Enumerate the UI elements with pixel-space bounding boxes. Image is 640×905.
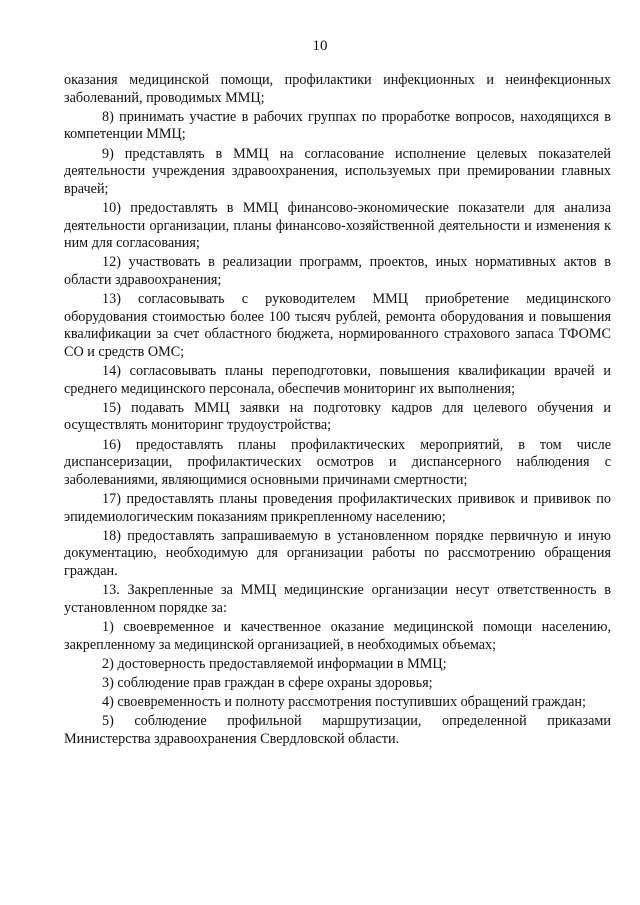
paragraph-item-17: 17) предоставлять планы проведения профилактических прививок и прививок по эпидемиологическим показаниям прикрепленному населению; [64,491,611,525]
paragraph-item-14: 14) согласовывать планы переподготовки, повышения квалификации врачей и среднего медицинского персонала, обеспечив мониторинг их выполнения; [64,363,611,397]
paragraph-continuation: оказания медицинской помощи, профилактики инфекционных и неинфекционных заболеваний, проводимых ММЦ; [64,72,611,106]
paragraph-resp-4: 4) своевременность и полноту рассмотрения поступивших обращений граждан; [102,694,586,711]
paragraph-item-13: 13) согласовывать с руководителем ММЦ приобретение медицинского оборудования стоимостью более 100 тысяч рублей, ремонта оборудования и повышения квалификации за счет областного бюджета, нормированного страхового запаса ТФОМС СО и средств ОМС; [64,291,611,360]
document-body [64,72,611,750]
paragraph-resp-5: 5) соблюдение профильной маршрутизации, определенной приказами Министерства здравоохранения Свердловской области. [64,713,611,747]
paragraph-item-9: 9) представлять в ММЦ на согласование исполнение целевых показателей деятельности учреждения здравоохранения, используемых при премировании главных врачей; [64,145,611,197]
paragraph-item-12: 12) участвовать в реализации программ, проектов, иных нормативных актов в области здравоохранения; [64,254,611,288]
page-number: 10 [312,38,328,54]
paragraph-resp-1: 1) своевременное и качественное оказание медицинской помощи населению, закрепленному за медицинской организацией, в необходимых объемах; [64,618,611,653]
paragraph-item-8: 8) принимать участие в рабочих группах по проработке вопросов, находящихся в компетенции ММЦ; [64,108,611,143]
paragraph-resp-3: 3) соблюдение прав граждан в сфере охраны здоровья; [102,674,433,691]
paragraph-item-18: 18) предоставлять запрашиваемую в установленном порядке первичную и иную документацию, необходимую для организации работы по рассмотрению обращения граждан. [64,527,611,579]
paragraph-item-16: 16) предоставлять планы профилактических мероприятий, в том числе диспансеризации, профилактических осмотров и диспансерного наблюдения с заболеваниями, являющимися основными причинами смертности; [64,436,611,488]
paragraph-item-10: 10) предоставлять в ММЦ финансово-экономические показатели для анализа деятельности организации, планы финансово-хозяйственной деятельности и изменения к ним для согласования; [64,199,611,252]
paragraph-item-15: 15) подавать ММЦ заявки на подготовку кадров для целевого обучения и осуществлять мониторинг трудоустройства; [64,399,611,434]
paragraph-resp-2: 2) достоверность предоставляемой информации в ММЦ; [102,655,447,672]
paragraph-section-13: 13. Закрепленные за ММЦ медицинские организации несут ответственность в установленном порядке за: [64,582,611,616]
